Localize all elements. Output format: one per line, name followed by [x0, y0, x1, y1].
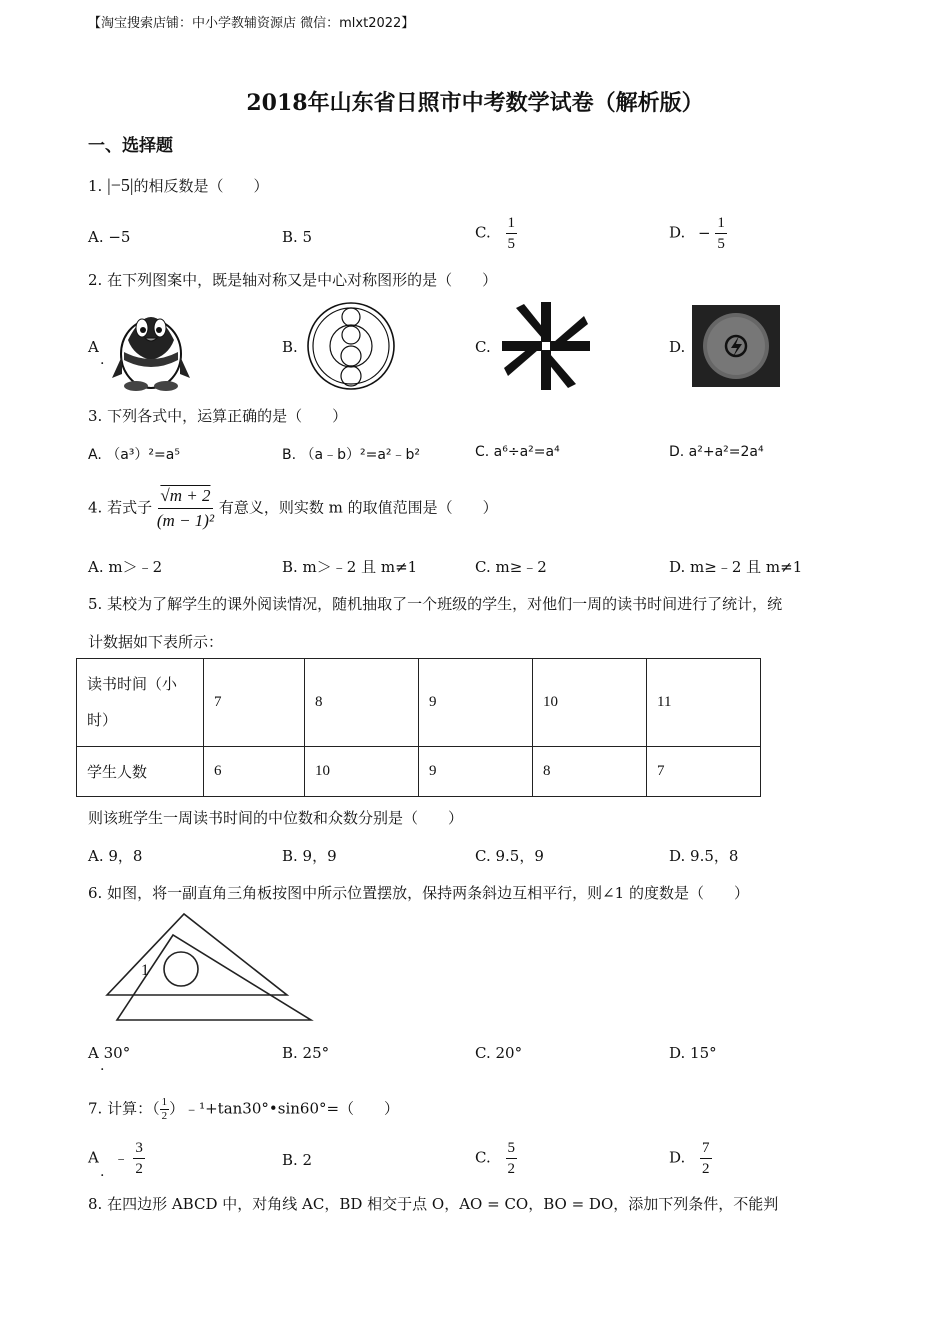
- q1-option-b: B. 5: [282, 228, 313, 246]
- table-cell: 8: [533, 747, 647, 797]
- q1-text: 的相反数是（ ）: [133, 177, 269, 195]
- q7-suffix: ）﹣¹+tan30°•sin60°=（ ）: [169, 1099, 400, 1118]
- q1-d-sign: −: [698, 223, 711, 242]
- q5-option-a: A. 9，8: [88, 847, 143, 865]
- table-row: [77, 747, 761, 797]
- table-cell: 7: [204, 659, 305, 747]
- q7-a-fraction: [133, 1138, 145, 1179]
- flash-badge-figure: [692, 305, 780, 387]
- q7-a-label: A: [88, 1148, 99, 1167]
- q1-c-denominator: 5: [507, 236, 515, 252]
- question-8: 8. 在四边形 ABCD 中，对角线 AC，BD 相交于点 O，AO = CO，BO = DO，添加下列条件，不能判: [88, 1195, 779, 1213]
- q1-option-c: [475, 213, 517, 254]
- q4-option-a: A. m＞﹣2: [88, 558, 163, 576]
- q6-option-a-dot: .: [100, 1058, 105, 1074]
- q6-option-b: B. 25°: [282, 1044, 330, 1062]
- q1-abs-expression: |−5|: [107, 175, 134, 195]
- q4-option-d: D. m≥﹣2 且 m≠1: [669, 558, 803, 576]
- starburst-figure: [498, 300, 594, 392]
- q7-option-c: [475, 1138, 517, 1179]
- q7-d-denominator: 2: [702, 1161, 710, 1177]
- q3-option-d: D. a²+a²=2a⁴: [669, 444, 764, 460]
- q7-d-fraction: [700, 1138, 712, 1179]
- page-title: 2018年山东省日照市中考数学试卷（解析版）: [246, 90, 704, 116]
- q1-d-label: D.: [669, 223, 686, 242]
- q7-c-numerator: 5: [506, 1138, 518, 1159]
- q7-denominator: 2: [161, 1110, 168, 1122]
- question-1: [88, 175, 268, 196]
- q7-c-label: C.: [475, 1148, 491, 1167]
- q2-option-a-dot: .: [100, 352, 105, 368]
- q1-c-numerator: 1: [506, 213, 518, 234]
- q3-option-b: B. （a﹣b）²=a²﹣b²: [282, 447, 421, 463]
- q1-number: 1.: [88, 177, 103, 195]
- q7-d-numerator: 7: [700, 1138, 712, 1159]
- triangles-figure: [100, 908, 320, 1026]
- q7-prefix: 7. 计算：（: [88, 1099, 160, 1118]
- q7-fraction: [160, 1096, 170, 1123]
- q4-option-b: B. m＞﹣2 且 m≠1: [282, 558, 418, 576]
- q7-numerator: 1: [161, 1096, 168, 1108]
- q1-d-numerator: 1: [715, 213, 727, 234]
- q6-option-d: D. 15°: [669, 1044, 717, 1062]
- q7-a-denominator: 2: [135, 1161, 143, 1177]
- table-cell: 11: [647, 659, 761, 747]
- circles-figure: [305, 300, 397, 392]
- q7-option-a: [88, 1138, 145, 1179]
- q7-option-a-dot: .: [100, 1164, 105, 1180]
- question-2: 2. 在下列图案中，既是轴对称又是中心对称图形的是（ ）: [88, 271, 498, 289]
- q7-d-label: D.: [669, 1148, 686, 1167]
- q5-option-c: C. 9.5，9: [475, 847, 544, 865]
- table-row: [77, 659, 761, 747]
- q2-option-c-label: C.: [475, 338, 491, 356]
- q7-c-denominator: 2: [507, 1161, 515, 1177]
- q3-option-a: A. （a³）²=a⁵: [88, 447, 180, 463]
- q2-option-b-label: B.: [282, 338, 298, 356]
- q4-prefix: 4. 若式子: [88, 498, 153, 517]
- table-row-header-line-2: 时）: [87, 712, 118, 729]
- q7-option-b: B. 2: [282, 1151, 313, 1169]
- q5-option-d: D. 9.5，8: [669, 847, 739, 865]
- q3-option-c: C. a⁶÷a²=a⁴: [475, 444, 560, 460]
- question-5-line-2: 计数据如下表所示：: [88, 633, 224, 651]
- question-3: 3. 下列各式中，运算正确的是（ ）: [88, 407, 348, 425]
- q6-option-a: A 30°: [88, 1044, 131, 1062]
- table-cell: 10: [305, 747, 419, 797]
- q2-option-d-label: D.: [669, 338, 686, 356]
- header-note: 【淘宝搜索店铺：中小学教辅资源店 微信：mlxt2022】: [88, 16, 415, 31]
- angle-1-label: 1: [141, 962, 149, 979]
- question-7: [88, 1096, 399, 1123]
- q1-d-fraction: [715, 213, 727, 254]
- table-cell: 8: [305, 659, 419, 747]
- q4-fraction: [157, 484, 214, 533]
- question-4: [88, 484, 498, 533]
- question-5-prompt: 则该班学生一周读书时间的中位数和众数分别是（ ）: [88, 809, 464, 827]
- question-6: 6. 如图，将一副直角三角板按图中所示位置摆放，保持两条斜边互相平行，则∠1 的度数是（ ）: [88, 884, 749, 902]
- section-heading: 一、选择题: [88, 136, 173, 156]
- q7-a-sign: ﹣: [113, 1148, 129, 1167]
- q1-c-label: C.: [475, 223, 491, 242]
- table-row-header-line-1: 读书时间（小: [87, 676, 178, 693]
- table-row-header: [77, 659, 204, 747]
- question-5-line-1: 5. 某校为了解学生的课外阅读情况，随机抽取了一个班级的学生，对他们一周的读书时间进行了统计，统: [88, 595, 783, 613]
- q4-option-c: C. m≥﹣2: [475, 558, 547, 576]
- q7-a-numerator: 3: [133, 1138, 145, 1159]
- table-row-header: 学生人数: [77, 747, 204, 797]
- q4-suffix: 有意义，则实数 m 的取值范围是（ ）: [218, 498, 498, 517]
- q7-c-fraction: [506, 1138, 518, 1179]
- q4-numerator: √m + 2: [158, 484, 212, 509]
- q5-option-b: B. 9，9: [282, 847, 337, 865]
- q6-option-c: C. 20°: [475, 1044, 523, 1062]
- q7-option-d: [669, 1138, 712, 1179]
- table-cell: 6: [204, 747, 305, 797]
- table-cell: 10: [533, 659, 647, 747]
- reading-time-table: [76, 658, 761, 797]
- q1-c-fraction: [506, 213, 518, 254]
- table-cell: 7: [647, 747, 761, 797]
- table-cell: 9: [419, 659, 533, 747]
- q4-denominator: (m − 1)²: [156, 511, 215, 530]
- table-cell: 9: [419, 747, 533, 797]
- q1-option-a: A. −5: [88, 228, 131, 246]
- q2-option-a-label: A: [88, 338, 99, 356]
- q1-d-denominator: 5: [717, 236, 725, 252]
- q1-option-d: [669, 213, 727, 254]
- penguin-figure: [108, 300, 194, 392]
